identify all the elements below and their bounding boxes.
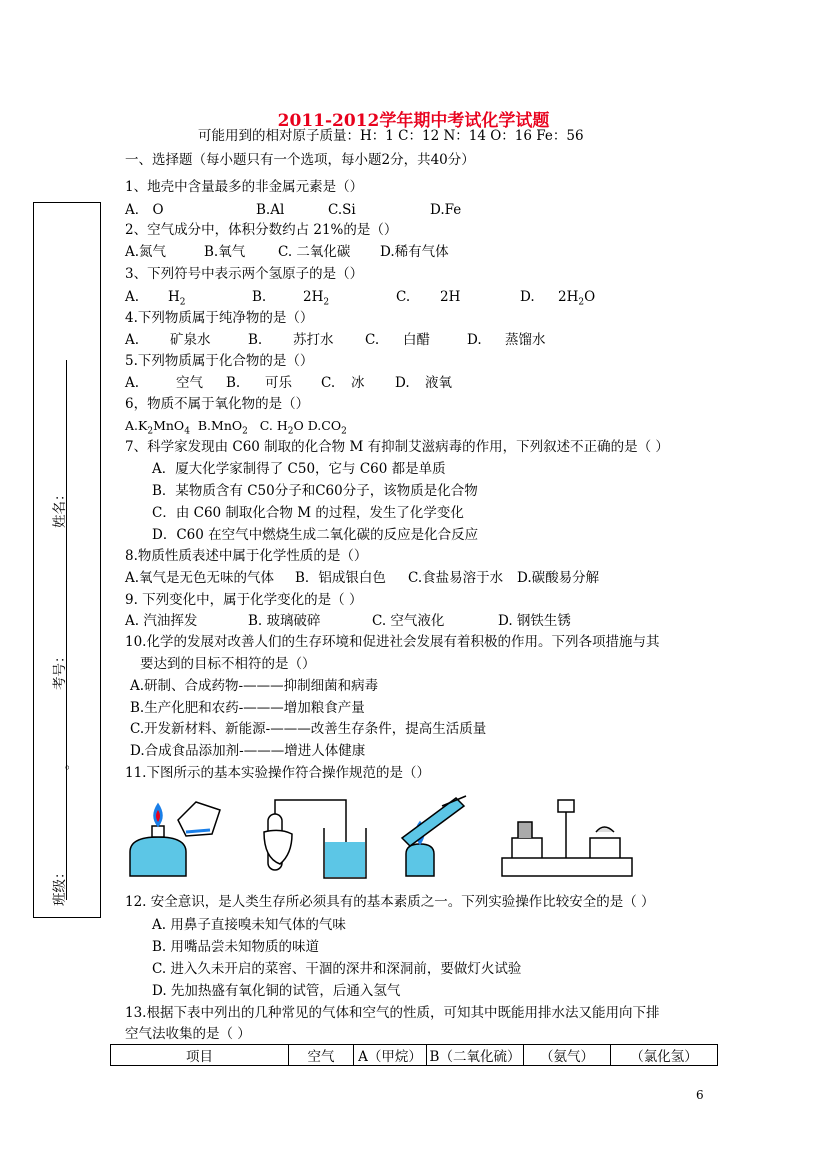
q4-option-d: 蒸馏水 — [505, 332, 546, 348]
q4-option-a: 矿泉水 — [170, 332, 211, 348]
seal-dot: 。 — [56, 756, 72, 770]
q6-options: $A.K_2MnO_4$ B.MnO$_2$ C. $H_2O$ $D.CO_2$ — [125, 418, 347, 437]
alcohol-lamp-figure — [130, 802, 220, 876]
q9-option-c: C. 空气液化 — [372, 613, 445, 629]
table-header-air: 空气 — [289, 1045, 354, 1066]
q8-option-d: D.碳酸易分解 — [517, 570, 600, 586]
q1-option-c: C.Si — [328, 202, 356, 218]
q5-option-a: 空气 — [176, 375, 203, 391]
q12-option-a: A. 用鼻子直接嗅未知气体的气味 — [152, 917, 346, 933]
table-header-sulfur-dioxide: B（二氧化硫） — [427, 1045, 524, 1066]
q13-stem-line1: 13.根据下表中列出的几种常见的气体和空气的性质，可知其中既能用排水法又能用向下排 — [125, 1005, 660, 1021]
table-header-ammonia: （氨气） — [524, 1045, 611, 1066]
q11-stem: 11.下图所示的基本实验操作符合操作规范的是（） — [125, 765, 430, 781]
q9-option-b: B. 玻璃破碎 — [248, 613, 321, 629]
q5-stem: 5.下列物质属于化合物的是（） — [125, 353, 314, 369]
binding-line — [66, 360, 67, 900]
q1-stem: 1、地壳中含量最多的非金属元素是（） — [125, 179, 364, 195]
q5-option-b: 可乐 — [265, 375, 292, 391]
section-heading: 一、选择题（每小题只有一个选项，每小题2分，共40分） — [125, 152, 475, 168]
q9-option-a: A. 汽油挥发 — [125, 613, 198, 629]
q7-stem: 7、科学家发现由 C60 制取的化合物 M 有抑制艾滋病毒的作用，下列叙述不正确的是（ ） — [125, 439, 669, 455]
q5-option-d: 液氧 — [425, 375, 452, 391]
q5-option-d-letter: D. — [395, 375, 410, 391]
table-header-item: 项目 — [111, 1045, 289, 1066]
q9-stem: 9. 下列变化中，属于化学变化的是（ ） — [125, 592, 363, 608]
q5-option-c-letter: C. — [321, 375, 336, 391]
binding-box — [33, 202, 101, 918]
q10-stem-line2: 要达到的目标不相符的是（） — [140, 656, 316, 672]
q1-option-d: D.Fe — [430, 202, 462, 218]
table-header-methane: A（甲烷） — [354, 1045, 427, 1066]
q8-option-b: B．铝成银白色 — [295, 570, 386, 586]
q10-stem-line1: 10.化学的发展对改善人们的生存环境和促进社会发展有着积极的作用。下列各项措施与其 — [125, 634, 660, 650]
q12-option-d: D. 先加热盛有氧化铜的试管，后通入氢气 — [152, 983, 401, 999]
q4-option-c: 白醋 — [403, 332, 430, 348]
q3-option-c: 2H — [440, 289, 461, 305]
q5-option-c: 冰 — [351, 375, 365, 391]
gas-collection-figure — [264, 800, 366, 878]
q9-option-d: D. 钢铁生锈 — [498, 613, 571, 629]
q10-option-a: A.研制、合成药物-———抑制细菌和病毒 — [130, 678, 379, 694]
q8-stem: 8.物质性质表述中属于化学性质的是（） — [125, 548, 368, 564]
q7-option-c: C．由 C60 制取化合物 M 的过程，发生了化学变化 — [152, 505, 464, 521]
class-label: 班级： — [52, 865, 68, 906]
q12-option-c: C. 进入久未开启的菜窖、干涸的深井和深洞前，要做灯火试验 — [152, 961, 522, 977]
heating-tube-figure — [402, 796, 466, 876]
q7-option-b: B．某物质含有 C50分子和C60分子，该物质是化合物 — [152, 483, 478, 499]
balance-figure — [502, 800, 632, 876]
q1-option-b: B.Al — [256, 202, 285, 218]
q8-option-a: A.氧气是无色无味的气体 — [125, 570, 275, 586]
q8-option-c: C.食盐易溶于水 — [408, 570, 504, 586]
q4-option-b-letter: B. — [248, 332, 263, 348]
q5-option-b-letter: B. — [226, 375, 241, 391]
q10-option-b: B.生产化肥和农药-———增加粮食产量 — [130, 700, 365, 716]
q4-option-a-letter: A. — [125, 332, 140, 348]
page-number: 6 — [696, 1088, 704, 1102]
q7-option-d: D．C60 在空气中燃烧生成二氧化碳的反应是化合反应 — [152, 527, 479, 543]
q3-option-b: $2H_2$ — [303, 289, 330, 308]
q2-option-b: B.氧气 — [204, 244, 246, 260]
q10-option-d: D.合成食品添加剂-———增进人体健康 — [130, 743, 366, 759]
q4-option-d-letter: D. — [467, 332, 482, 348]
table-row — [111, 1045, 718, 1066]
q2-stem: 2、空气成分中，体积分数约占 21%的是（） — [125, 222, 398, 238]
q3-option-b-letter: B. — [252, 289, 267, 305]
q2-option-a: A.氮气 — [125, 244, 167, 260]
table-header-hydrogen-chloride: （氯化氢） — [611, 1045, 718, 1066]
q4-stem: 4.下列物质属于纯净物的是（） — [125, 310, 314, 326]
q1-option-a: A． O — [125, 202, 164, 218]
q7-option-a: A．厦大化学家制得了 C50，它与 C60 都是单质 — [152, 461, 446, 477]
q3-option-a: $H_2$ — [168, 289, 186, 308]
subtitle: 可能用到的相对原子质量：H：1 C：12 N：14 O：16 Fe：56 — [198, 128, 584, 144]
name-label: 姓名： — [52, 487, 68, 528]
q12-stem: 12. 安全意识，是人类生存所必须具有的基本素质之一。下列实验操作比较安全的是（ ） — [125, 894, 655, 910]
q3-stem: 3、下列符号中表示两个氢原子的是（） — [125, 266, 364, 282]
q13-gas-table — [110, 1044, 718, 1066]
page-title: 2011-2012学年期中考试化学试题 — [277, 111, 550, 131]
q3-option-a-letter: A. — [125, 289, 140, 305]
q2-option-d: D.稀有气体 — [380, 244, 449, 260]
q11-figures — [120, 792, 660, 882]
q12-option-b: B. 用嘴品尝未知物质的味道 — [152, 939, 320, 955]
exam-number-label: 考号： — [52, 649, 68, 690]
q2-option-c: C. 二氧化碳 — [278, 244, 351, 260]
q3-option-d-letter: D. — [520, 289, 535, 305]
q10-option-c: C.开发新材料、新能源-———改善生存条件，提高生活质量 — [130, 721, 487, 737]
q6-stem: 6，物质不属于氧化物的是（） — [125, 396, 310, 412]
q3-option-d: $2H_2O$ — [558, 289, 596, 308]
q5-option-a-letter: A. — [125, 375, 140, 391]
q3-option-c-letter: C. — [396, 289, 411, 305]
q13-stem-line2: 空气法收集的是（ ） — [125, 1026, 251, 1042]
q4-option-b: 苏打水 — [293, 332, 334, 348]
q4-option-c-letter: C. — [365, 332, 380, 348]
